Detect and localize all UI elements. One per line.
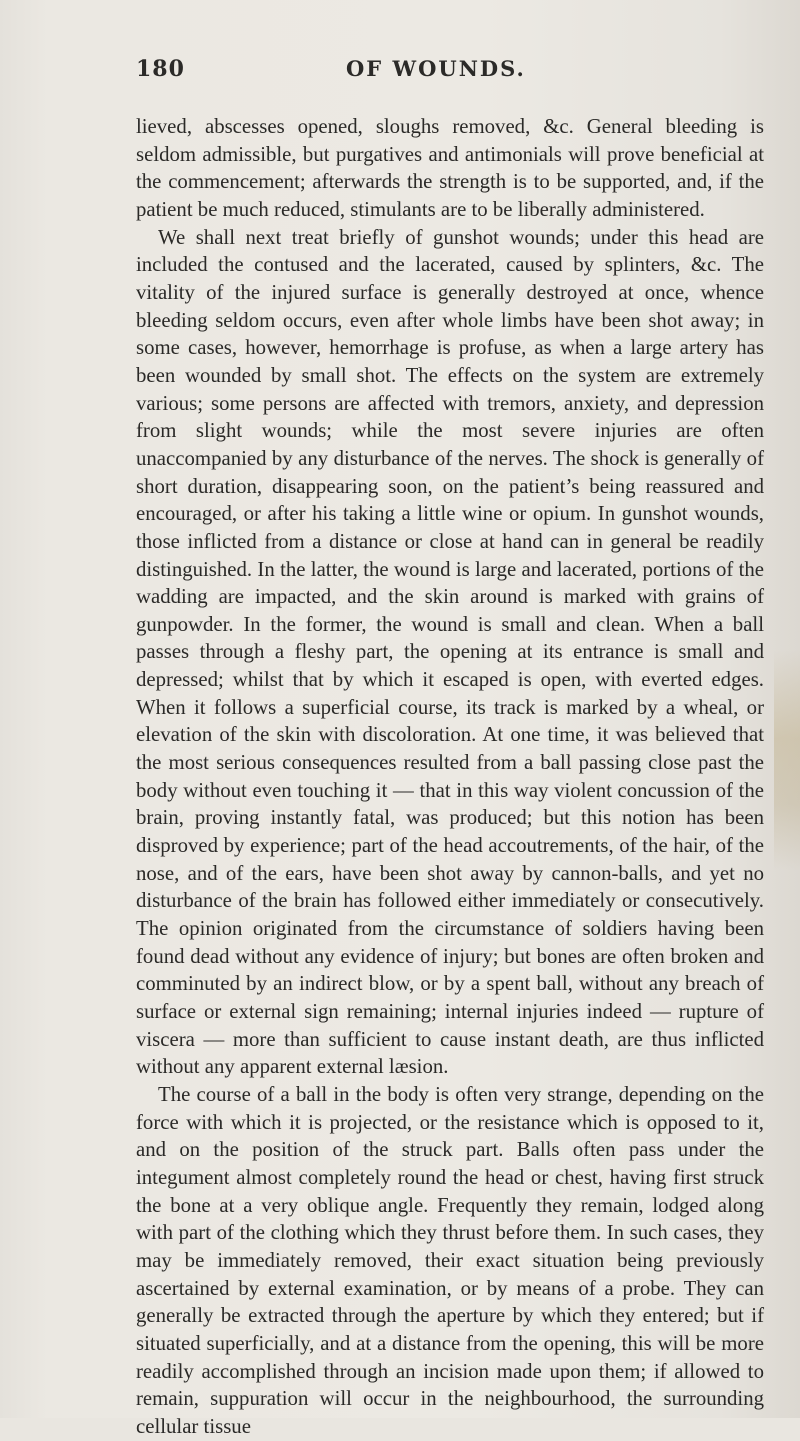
page-header [136,56,776,96]
body-text [136,113,764,1441]
page-number: 180 [136,56,185,82]
paragraph-ball-course: The course of a ball in the body is often very strange, depending on the force with which it is projected, or the resistance which is opposed to it, and on the position of the struck part. Balls often pass under the integument almost completely round the head or chest, having first struck the bone at a very oblique angle. Frequently they remain, lodged along with part of the clothing which they thrust before them. In such cases, they may be immediately removed, their exact situation being previously ascertained by external examination, or by means of a probe. They can generally be extracted through the aperture by which they entered; but if situated superficially, and at a distance from the opening, this will be more readily accomplished through an incision made upon them; if allowed to remain, suppuration will occur in the neighbourhood, the surrounding cellular tissue [136,1082,764,1438]
paragraph-gunshot-wounds: We shall next treat briefly of gunshot wounds; under this head are included the contused and the lacerated, caused by splinters, &c. The vitality of the injured surface is generally destroyed at once, whence bleeding seldom occurs, even after whole limbs have been shot away; in some cases, however, hemorrhage is profuse, as when a large artery has been wounded by small shot. The effects on the system are extremely various; some persons are affected with tremors, anxiety, and depression from slight wounds; while the most severe injuries are often unaccompanied by any disturbance of the nerves. The shock is generally of short duration, disappearing soon, on the patient’s being reassured and encouraged, or after his taking a little wine or opium. In gunshot wounds, those inflicted from a distance or close at hand can in general be readily distinguished. In the latter, the wound is large and lacerated, portions of the wadding are impacted, and the skin around is marked with grains of gunpowder. In the former, the wound is small and clean. When a ball passes through a fleshy part, the opening at its entrance is small and depressed; whilst that by which it escaped is open, with everted edges. When it follows a superficial course, its track is marked by a wheal, or elevation of the skin with discoloration. At one time, it was believed that the most serious consequences resulted from a ball passing close past the body without even touching it — that in this way violent concussion of the brain, proving instantly fatal, was produced; but this notion has been disproved by experience; part of the head accoutrements, of the hair, of the nose, and of the ears, have been shot away by cannon-balls, and yet no disturbance of the brain has followed either immediately or consecutively. The opinion originated from the circumstance of soldiers having been found dead without any evidence of injury; but bones are often broken and comminuted by an indirect blow, or by a spent ball, without any breach of surface or external sign remaining; internal injuries indeed — rupture of viscera — more than sufficient to cause instant death, are thus inflicted without any apparent external læsion. [136,225,764,1079]
paragraph-continued: lieved, abscesses opened, sloughs removed, &c. General bleeding is seldom admissible, but purgatives and antimonials will prove beneficial at the commencement; afterwards the strength is to be supported, and, if the patient be much reduced, stimulants are to be liberally administered. [136,115,764,221]
page-edge-stain [774,650,800,870]
running-head: OF WOUNDS. [346,56,526,81]
